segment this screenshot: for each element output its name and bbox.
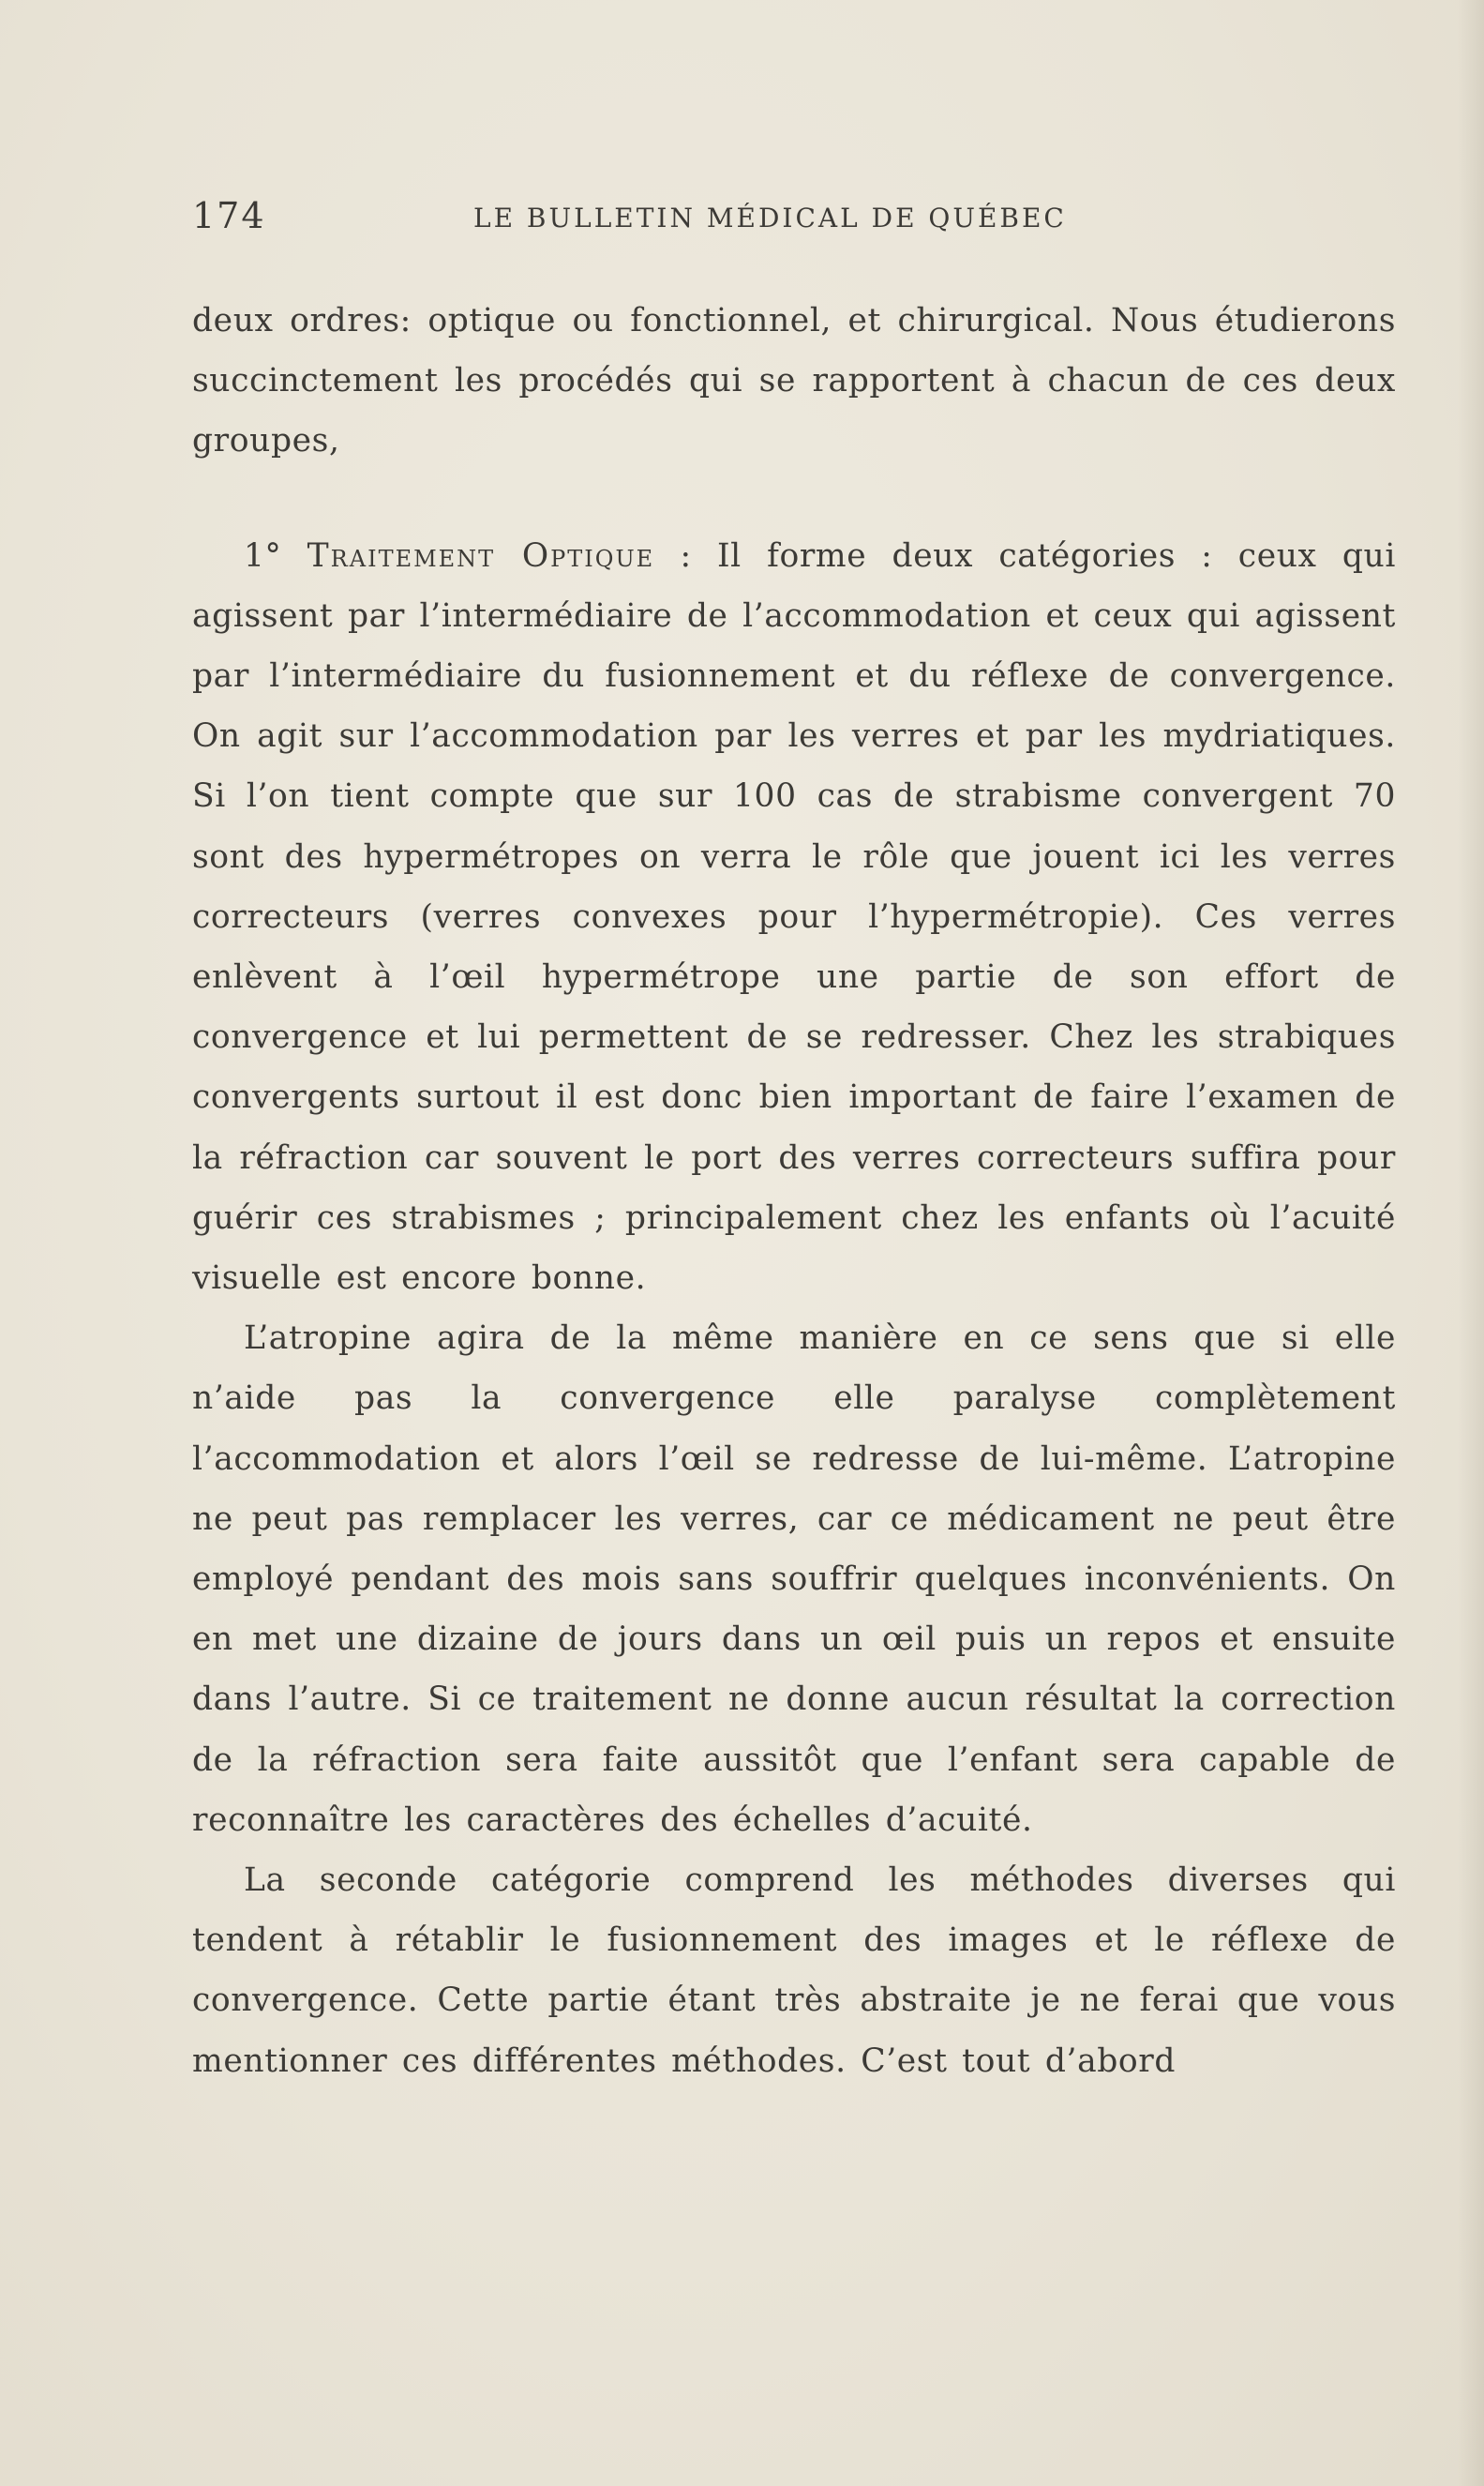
paragraph-4: La seconde catégorie comprend les méthodes diverses qui tendent à rétablir le fusionnement des images et le réflexe de convergence. Cette partie étant très abstraite je ne ferai que vous mentionner ces différentes méthodes. C’est tout d’abord [192,1861,1396,2080]
paragraph-3: L’atropine agira de la même manière en ce sens que si elle n’aide pas la convergence elle paralyse complètement l’accommodation et alors l’œil se redresse de lui-même. L’atropine ne peut pas remplacer les verres, car ce médicament ne peut être employé pendant des mois sans souffrir quelques inconvénients. On en met une dizaine de jours dans un œil puis un repos et ensuite dans l’autre. Si ce traitement ne donne aucun résultat la correction de la réfraction sera faite aussitôt que l’enfant sera capable de reconnaître les caractères des échelles d’acuité. [192,1319,1396,1839]
journal-title: LE BULLETIN MÉDICAL DE QUÉBEC [473,203,1067,234]
paragraph-1: deux ordres: optique ou fonctionnel, et chirurgical. Nous étudierons succinctement les procédés qui se rapportent à chacun de ces deux groupes, [192,302,1396,460]
paragraph-2 [192,526,1396,1309]
body-text [192,291,1396,2091]
section-heading: Traitement Optique [307,536,655,575]
paragraph-gap [192,472,1396,526]
section-number: 1° [244,536,307,575]
running-head [192,195,1402,251]
page-number: 174 [192,195,266,236]
page-edge-shadow [1458,0,1484,2486]
paragraph-2-text: : Il forme deux catégories : ceux qui agissent par l’intermédiaire de l’accommodation et ceux qui agissent par l’intermédiaire du fusionnement et du réflexe de convergence. On agit sur l’accommodation par les verres et par les mydriatiques. Si l’on tient compte que sur 100 cas de strabisme convergent 70 sont des hypermétropes on verra le rôle que jouent ici les verres correcteurs (verres convexes pour l’hypermétropie). Ces verres enlèvent à l’œil hypermétrope une partie de son effort de convergence et lui permettent de se redresser. Chez les strabiques convergents surtout il est donc bien important de faire l’examen de la réfraction car souvent le port des verres correcteurs suffira pour guérir ces strabismes ; principalement chez les enfants où l’acuité visuelle est encore bonne. [192,536,1396,1298]
